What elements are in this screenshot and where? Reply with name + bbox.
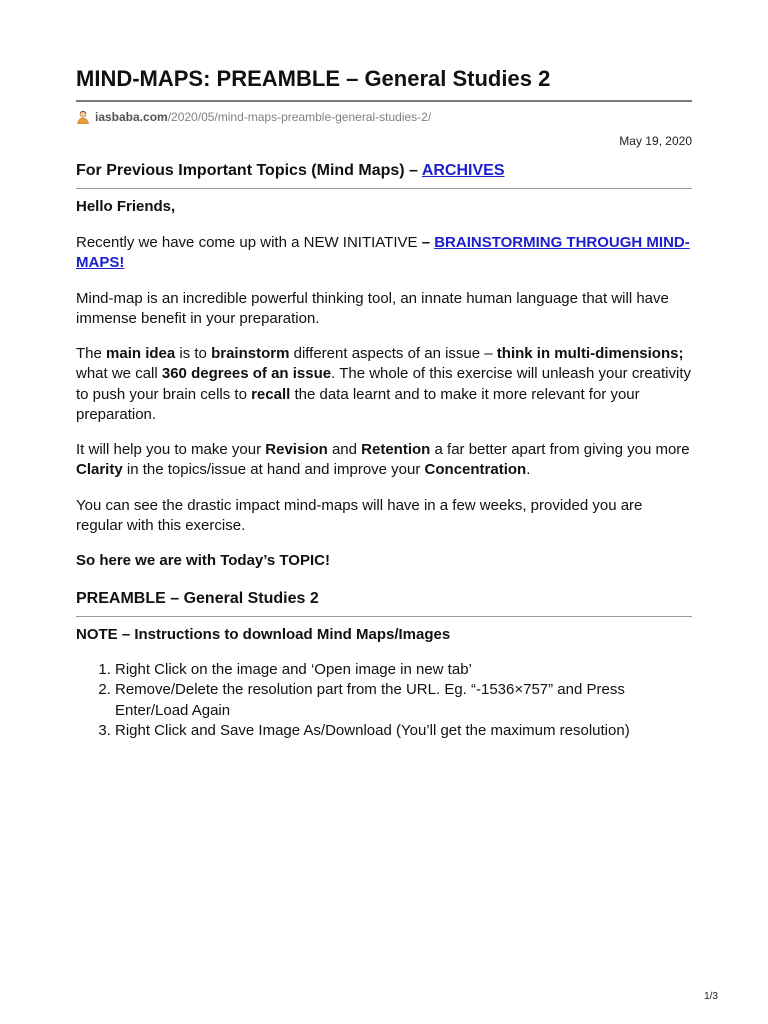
text-span: and	[327, 440, 362, 458]
title-divider	[76, 100, 692, 102]
archives-text: For Previous Important Topics (Mind Maps) –	[76, 162, 422, 179]
bold-recall: recall	[251, 385, 291, 403]
person-avatar-icon	[76, 110, 90, 124]
archives-heading	[76, 160, 692, 182]
text-span: The	[76, 344, 107, 362]
initiative-text: Recently we have come up with a NEW INITIATIVE	[76, 233, 422, 251]
bold-retention: Retention	[361, 440, 431, 458]
text-span: is to	[175, 344, 212, 362]
bold-360-degrees: 360 degrees of an issue	[161, 365, 332, 382]
initiative-paragraph	[76, 233, 692, 274]
archives-link[interactable]: ARCHIVES	[421, 162, 505, 179]
text-span: . The whole of this exercise will unleash your creativity to push your brain cells to	[76, 365, 692, 403]
bold-multi-dimensions: think in multi-dimensions;	[496, 344, 684, 362]
source-domain[interactable]: iasbaba.com	[95, 110, 168, 124]
list-item: 1. Right Click on the image and ‘Open image in new tab’	[115, 660, 692, 681]
bold-brainstorm: brainstorm	[211, 344, 290, 362]
greeting: Hello Friends,	[76, 198, 176, 215]
bold-main-idea: main idea	[106, 344, 176, 362]
text-span: the data learnt and to make it more relevant for your preparation.	[76, 385, 640, 423]
download-note: NOTE – Instructions to download Mind Maps/Images	[76, 626, 451, 643]
impact-paragraph: You can see the drastic impact mind-maps will have in a few weeks, provided you are regular with this exercise.	[76, 496, 643, 534]
text-span: .	[526, 461, 531, 478]
revision-paragraph	[76, 440, 692, 481]
bold-clarity: Clarity	[76, 461, 123, 478]
text-span: a far better apart from giving you more	[430, 440, 690, 458]
text-span: in the topics/issue at hand and improve your	[122, 461, 425, 478]
section-divider	[76, 616, 692, 617]
mindmap-paragraph: Mind-map is an incredible powerful thinking tool, an innate human language that will have immense benefit in your preparation.	[76, 289, 669, 327]
bold-revision: Revision	[265, 440, 328, 458]
archives-divider	[76, 188, 692, 189]
text-span: different aspects of an issue –	[289, 344, 497, 362]
text-span: It will help you to make your	[76, 440, 266, 458]
main-idea-paragraph	[76, 344, 692, 426]
bold-concentration: Concentration	[424, 461, 527, 478]
section-heading: PREAMBLE – General Studies 2	[76, 590, 319, 607]
page-title: MIND-MAPS: PREAMBLE – General Studies 2	[76, 66, 551, 91]
today-topic: So here we are with Today’s TOPIC!	[76, 551, 330, 569]
brainstorming-link[interactable]: BRAINSTORMING THROUGH MIND-MAPS!	[76, 233, 690, 271]
source-line[interactable]	[76, 108, 692, 126]
page-indicator: 1/3	[704, 991, 718, 1002]
article	[76, 64, 692, 742]
publish-date: May 19, 2020	[619, 134, 692, 148]
list-item: 3. Right Click and Save Image As/Download (You’ll get the maximum resolution)	[115, 721, 692, 742]
download-steps	[76, 660, 692, 742]
text-span: what we call	[76, 365, 162, 382]
list-item: 2. Remove/Delete the resolution part from the URL. Eg. “-1536×757” and Press Enter/Load Again	[115, 680, 692, 721]
source-path[interactable]: /2020/05/mind-maps-preamble-general-studies-2/	[167, 110, 432, 124]
initiative-dash: –	[421, 233, 435, 251]
